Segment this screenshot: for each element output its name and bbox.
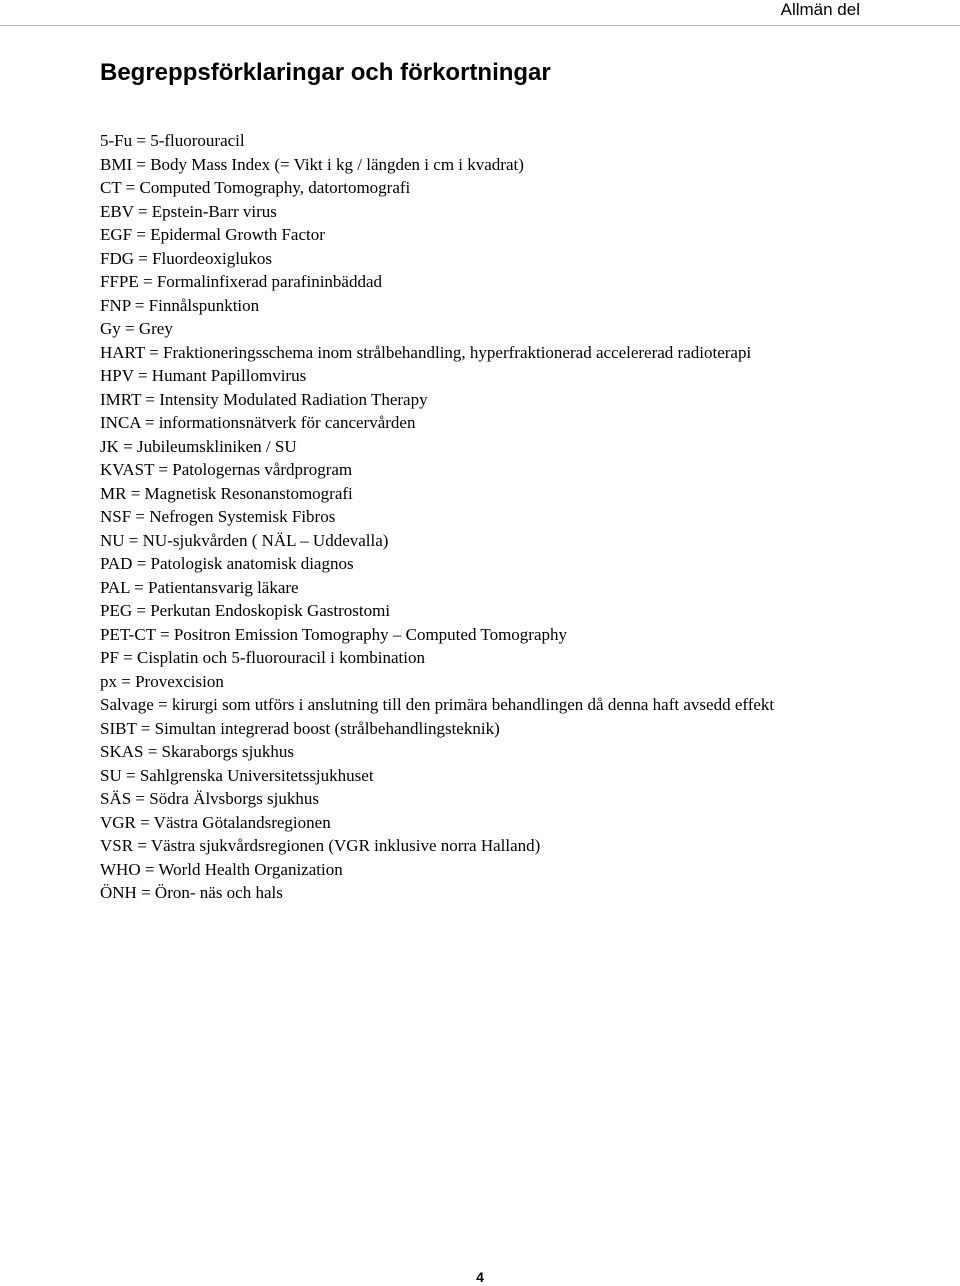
- definition-item: FFPE = Formalinfixerad parafininbäddad: [100, 272, 383, 291]
- definition-item: ÖNH = Öron- näs och hals: [100, 883, 283, 902]
- definition-item: PAD = Patologisk anatomisk diagnos: [100, 554, 354, 573]
- section-header: Allmän del: [780, 0, 860, 19]
- definition-item: HART = Fraktioneringsschema inom strålbehandling, hyperfraktionerad accelererad radioterapi: [100, 342, 752, 362]
- definition-list: [100, 129, 774, 905]
- definition-item: SÄS = Södra Älvsborgs sjukhus: [100, 789, 319, 808]
- definition-item: VSR = Västra sjukvårdsregionen (VGR inklusive norra Halland): [100, 836, 541, 855]
- definition-item: BMI = Body Mass Index (= Vikt i kg / längden i cm i kvadrat): [100, 154, 524, 174]
- definition-item: PF = Cisplatin och 5-fluorouracil i kombination: [100, 648, 426, 667]
- definition-item: SKAS = Skaraborgs sjukhus: [100, 742, 294, 761]
- definition-item: Gy = Grey: [100, 319, 173, 338]
- definition-item: EGF = Epidermal Growth Factor: [100, 225, 325, 244]
- definition-item: HPV = Humant Papillomvirus: [100, 366, 307, 385]
- definition-item: WHO = World Health Organization: [100, 859, 343, 879]
- definition-item: PEG = Perkutan Endoskopisk Gastrostomi: [100, 601, 391, 620]
- definition-item: Salvage = kirurgi som utförs i anslutning till den primära behandlingen då denna haft avsedd effekt: [100, 695, 775, 714]
- page-number: 4: [476, 1269, 484, 1285]
- definition-item: NSF = Nefrogen Systemisk Fibros: [100, 507, 336, 526]
- page-title: Begreppsförklaringar och förkortningar: [100, 59, 551, 86]
- definition-item: FNP = Finnålspunktion: [100, 295, 260, 315]
- definition-item: FDG = Fluordeoxiglukos: [100, 248, 273, 268]
- definition-item: 5-Fu = 5-fluorouracil: [100, 131, 245, 150]
- definition-item: EBV = Epstein-Barr virus: [100, 201, 277, 221]
- definition-item: NU = NU-sjukvården ( NÄL – Uddevalla): [100, 530, 389, 550]
- definition-item: JK = Jubileumskliniken / SU: [100, 436, 297, 456]
- definition-item: SU = Sahlgrenska Universitetssjukhuset: [100, 765, 374, 785]
- definition-item: MR = Magnetisk Resonanstomografi: [100, 483, 353, 503]
- definition-item: px = Provexcision: [100, 671, 224, 691]
- definition-item: SIBT = Simultan integrerad boost (strålbehandlingsteknik): [100, 718, 500, 738]
- definition-item: INCA = informationsnätverk för cancervården: [100, 413, 416, 432]
- header-divider: [0, 25, 960, 26]
- definition-item: IMRT = Intensity Modulated Radiation Therapy: [100, 389, 428, 409]
- definition-item: VGR = Västra Götalandsregionen: [100, 812, 331, 832]
- definition-item: PAL = Patientansvarig läkare: [100, 577, 299, 597]
- definition-item: PET-CT = Positron Emission Tomography – Computed Tomography: [100, 624, 568, 644]
- definition-item: CT = Computed Tomography, datortomografi: [100, 178, 411, 197]
- definition-item: KVAST = Patologernas vårdprogram: [100, 460, 353, 479]
